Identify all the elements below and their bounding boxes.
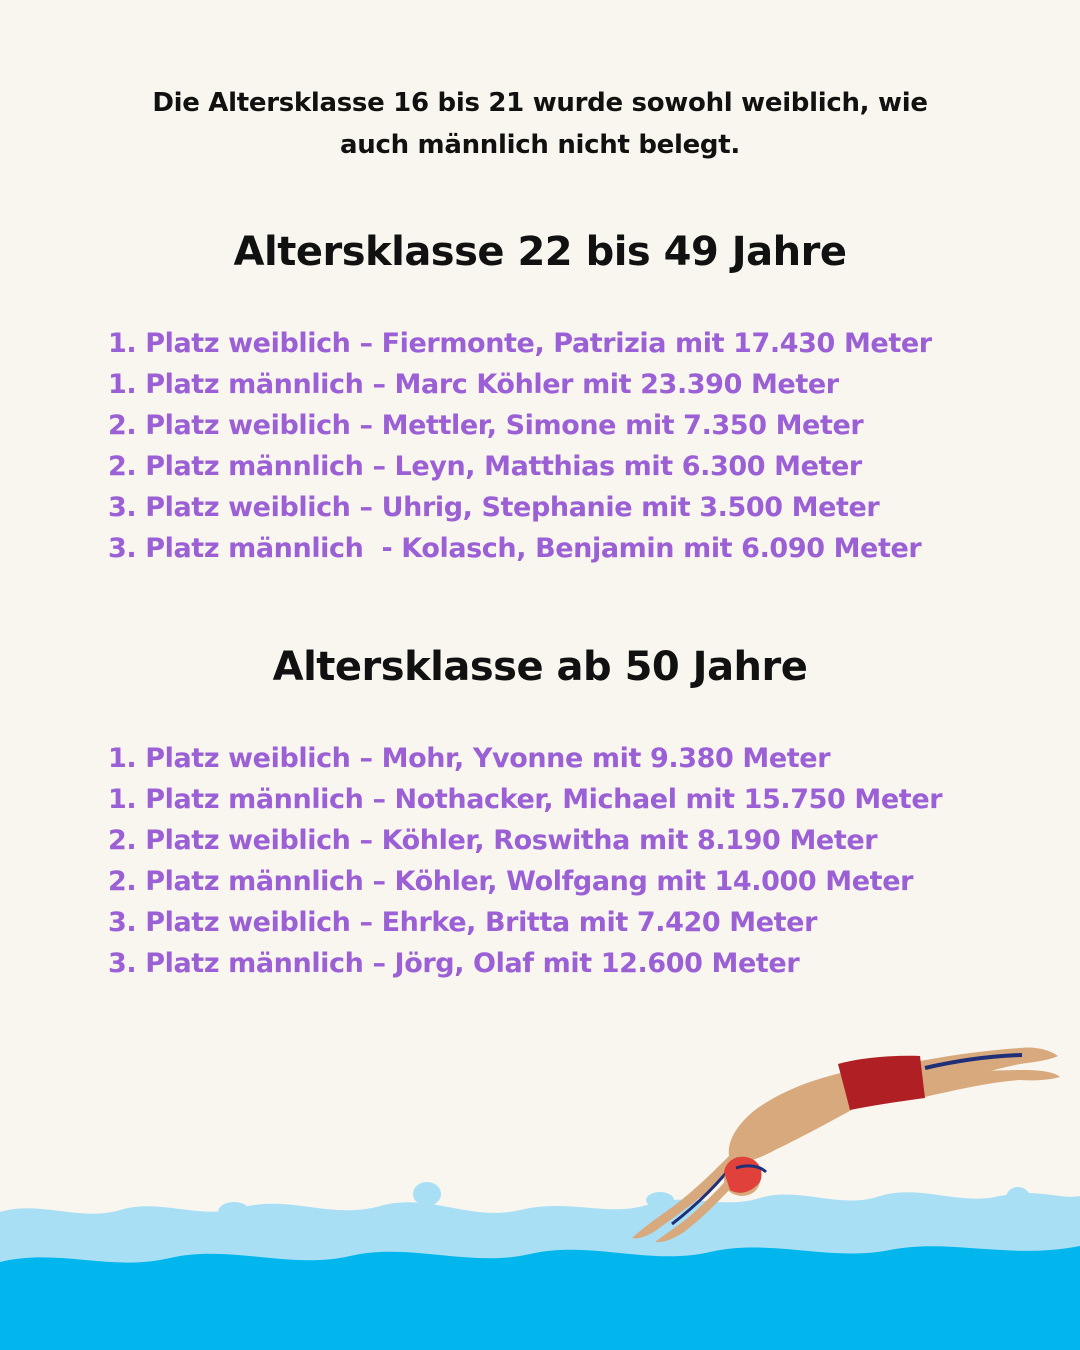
result-item: 3. Platz weiblich – Uhrig, Stephanie mit 3.500 Meter bbox=[108, 492, 880, 523]
swimmer-leg-lower bbox=[918, 1070, 1060, 1098]
result-item: 1. Platz weiblich – Fiermonte, Patrizia mit 17.430 Meter bbox=[108, 328, 932, 359]
intro-line-2: auch männlich nicht belegt. bbox=[340, 130, 740, 160]
swimmer-illustration bbox=[0, 1030, 1080, 1350]
result-item: 1. Platz weiblich – Mohr, Yvonne mit 9.380 Meter bbox=[108, 743, 831, 774]
result-item: 1. Platz männlich – Marc Köhler mit 23.390 Meter bbox=[108, 369, 839, 400]
result-item: 2. Platz männlich – Köhler, Wolfgang mit 14.000 Meter bbox=[108, 866, 914, 897]
result-item: 2. Platz männlich – Leyn, Matthias mit 6.300 Meter bbox=[108, 451, 862, 482]
result-item: 1. Platz männlich – Nothacker, Michael mit 15.750 Meter bbox=[108, 784, 943, 815]
water-droplet bbox=[1006, 1187, 1030, 1209]
results-list-22-49 bbox=[108, 323, 932, 569]
water-dark-wave bbox=[0, 1246, 1080, 1350]
intro-text bbox=[0, 82, 1080, 166]
results-list-50-plus bbox=[108, 738, 942, 984]
section-heading-50-plus: Altersklasse ab 50 Jahre bbox=[272, 644, 808, 690]
section-heading-22-49: Altersklasse 22 bis 49 Jahre bbox=[233, 229, 847, 275]
water-droplet bbox=[218, 1202, 250, 1222]
intro-line-1: Die Altersklasse 16 bis 21 wurde sowohl weiblich, wie bbox=[152, 88, 928, 118]
result-item: 3. Platz weiblich – Ehrke, Britta mit 7.420 Meter bbox=[108, 907, 817, 938]
result-item: 2. Platz weiblich – Köhler, Roswitha mit 8.190 Meter bbox=[108, 825, 878, 856]
result-item: 3. Platz männlich – Jörg, Olaf mit 12.600 Meter bbox=[108, 948, 800, 979]
result-item: 2. Platz weiblich – Mettler, Simone mit 7.350 Meter bbox=[108, 410, 864, 441]
water-droplet bbox=[413, 1182, 441, 1206]
swimmer-trunks bbox=[838, 1056, 925, 1110]
result-item: 3. Platz männlich - Kolasch, Benjamin mit 6.090 Meter bbox=[108, 533, 922, 564]
swimmer-torso bbox=[729, 1072, 855, 1162]
water-droplet bbox=[646, 1192, 674, 1208]
